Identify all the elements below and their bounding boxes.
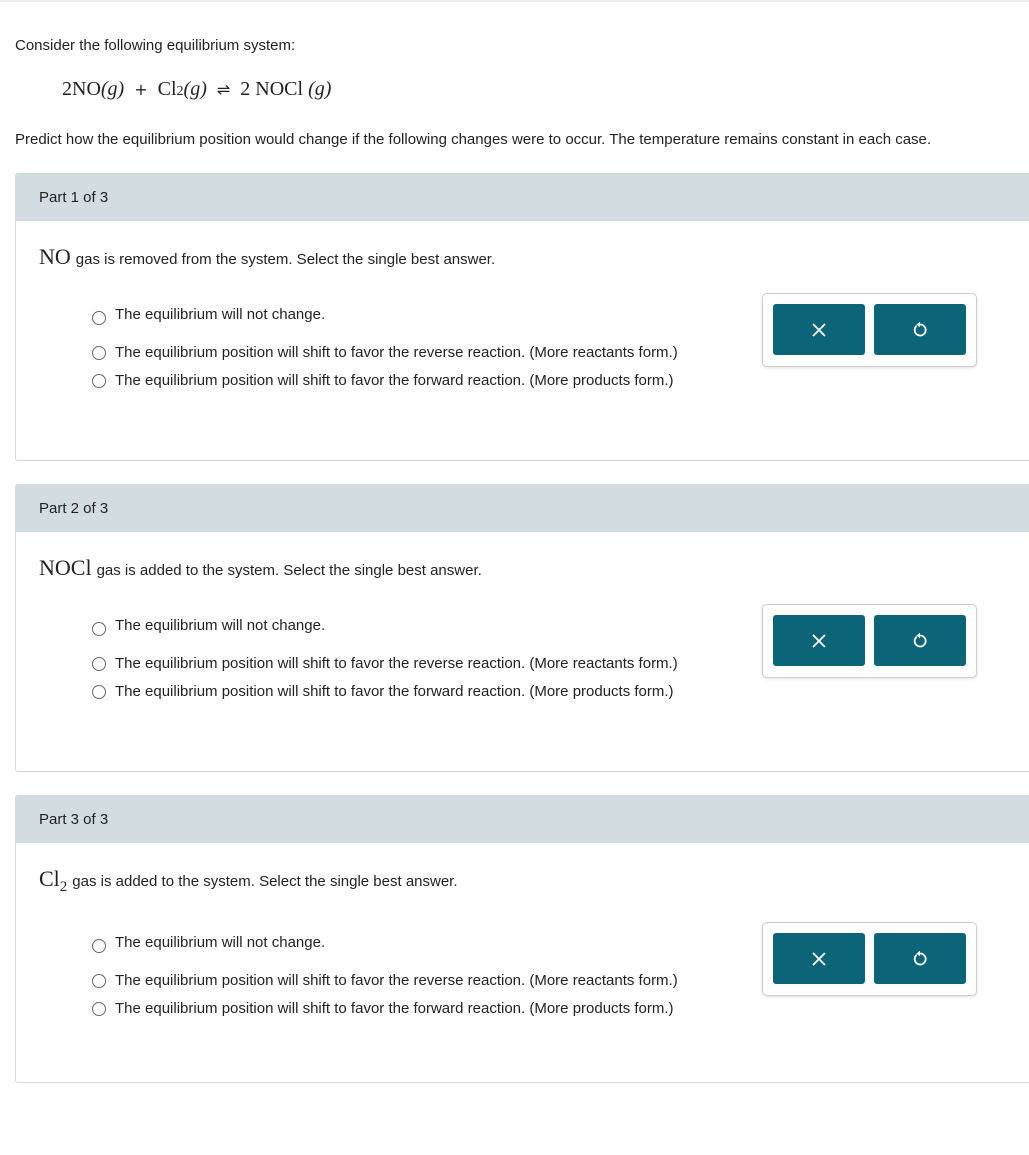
option-label: The equilibrium position will shift to favor the reverse reaction. (More reactants form.) [115,655,678,672]
equilibrium-equation: 2NO (g) + Cl 2 (g) ⇌ 2 NOCl (g) [62,78,332,100]
answer-option[interactable] [92,972,692,990]
reactant-no: 2NO [62,78,101,100]
question-text: gas is added to the system. Select the single best answer. [72,873,458,890]
part-1-card [15,173,1029,461]
radio-button[interactable] [92,374,106,388]
part-3-header [16,796,1029,843]
option-label: The equilibrium position will shift to favor the reverse reaction. (More reactants form.) [115,972,678,989]
answer-option[interactable] [92,683,692,701]
answer-option[interactable] [92,655,692,673]
option-label: The equilibrium position will shift to favor the forward reaction. (More products form.) [115,1000,674,1017]
part-header-label: Part 3 of 3 [39,811,109,828]
part-2-options [92,617,692,701]
option-label: The equilibrium position will shift to favor the forward reaction. (More products form.) [115,683,674,700]
answer-option[interactable] [92,372,692,390]
option-label: The equilibrium will not change. [115,934,326,951]
undo-button[interactable] [874,304,966,355]
radio-button[interactable] [92,346,106,360]
clear-button[interactable] [773,933,865,984]
undo-button[interactable] [874,933,966,984]
option-label: The equilibrium position will shift to favor the reverse reaction. (More reactants form.) [115,344,678,361]
answer-controls [762,293,977,367]
chem-formula: NO [39,244,71,269]
reactant-no-state: (g) [100,78,125,100]
question-chem [39,244,71,270]
chem-formula: Cl [39,866,60,891]
chem-subscript: 2 [59,879,68,895]
question-chem [39,555,92,581]
undo-icon [911,321,929,339]
answer-controls [762,922,977,996]
radio-button[interactable] [92,939,106,953]
close-icon [811,951,827,967]
product-nocl: 2 NOCl [240,78,304,100]
answer-option[interactable] [92,934,692,952]
part-1-question [39,244,495,270]
question-text: gas is removed from the system. Select the single best answer. [75,251,496,268]
equilibrium-arrow: ⇌ [216,80,231,99]
undo-button[interactable] [874,615,966,666]
clear-button[interactable] [773,304,865,355]
option-label: The equilibrium will not change. [115,306,326,323]
intro-text: Consider the following equilibrium system: [15,37,296,54]
part-header-label: Part 2 of 3 [39,500,109,517]
question-text: gas is added to the system. Select the single best answer. [96,562,482,579]
part-3-question [39,866,458,895]
clear-button[interactable] [773,615,865,666]
option-label: The equilibrium will not change. [115,617,326,634]
answer-option[interactable] [92,306,692,324]
part-2-card [15,484,1029,772]
part-1-header [16,174,1029,221]
answer-option[interactable] [92,344,692,362]
option-label: The equilibrium position will shift to favor the forward reaction. (More products form.) [115,372,674,389]
part-1-options [92,306,692,390]
radio-button[interactable] [92,685,106,699]
undo-icon [911,950,929,968]
instructions-text: Predict how the equilibrium position would change if the following changes were to occur. The temperature remains constant in each case. [15,131,932,148]
close-icon [811,633,827,649]
part-3-card [15,795,1029,1083]
undo-icon [911,632,929,650]
radio-button[interactable] [92,311,106,325]
question-chem [39,866,68,895]
radio-button[interactable] [92,657,106,671]
product-nocl-state: (g) [308,78,332,100]
close-icon [811,322,827,338]
reactant-cl2: Cl [157,78,177,100]
chem-formula: NOCl [39,555,92,580]
radio-button[interactable] [92,622,106,636]
part-header-label: Part 1 of 3 [39,189,109,206]
radio-button[interactable] [92,1002,106,1016]
part-3-options [92,934,692,1018]
radio-button[interactable] [92,974,106,988]
part-2-question [39,555,482,581]
top-divider [0,0,1029,2]
part-2-header [16,485,1029,532]
answer-controls [762,604,977,678]
plus-sign: + [134,80,148,99]
reactant-cl2-state: (g) [183,78,207,100]
answer-option[interactable] [92,1000,692,1018]
answer-option[interactable] [92,617,692,635]
